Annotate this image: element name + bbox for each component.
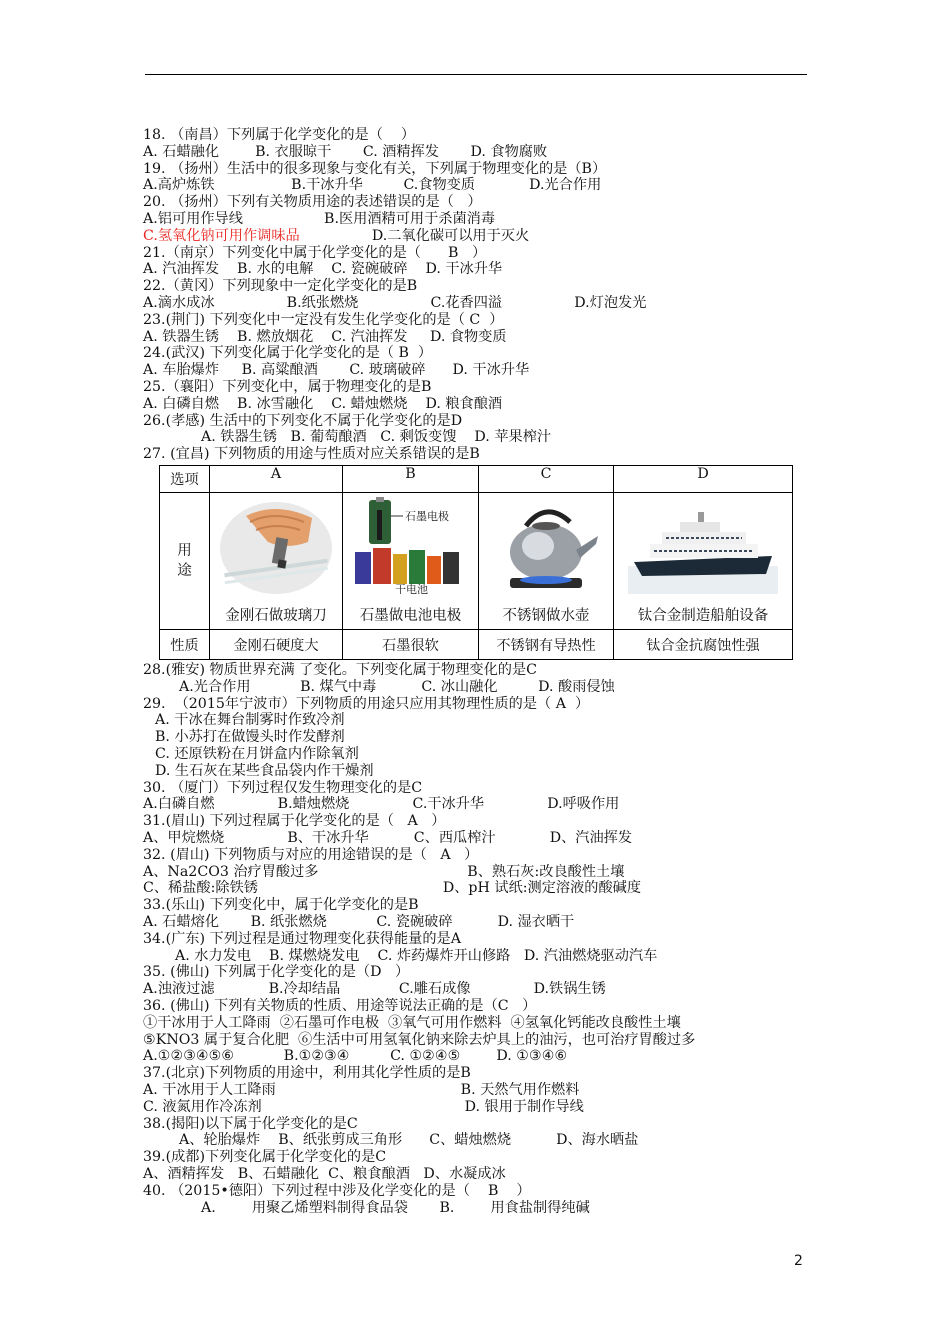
q25-options: A. 白磷自燃 B. 冰雪融化 C. 蜡烛燃烧 D. 粮食酿酒 xyxy=(143,395,503,412)
stainless-kettle-image xyxy=(486,496,606,594)
q20-option-c-highlight: C.氢氧化钠可用作调味品 xyxy=(143,227,300,244)
q37-stem: 37.(北京)下列物质的用途中，利用其化学性质的是B xyxy=(143,1065,471,1082)
q29-option-b: B. 小苏打在做馒头时作发酵剂 xyxy=(155,729,345,746)
dry-battery-label: 干电池 xyxy=(394,583,428,594)
property-a: 金刚石硬度大 xyxy=(210,630,343,660)
q23-stem: 23.(荆门) 下列变化中一定没有发生化学变化的是（ C ） xyxy=(143,311,504,328)
q36-options: A.①②③④⑤⑥ B.①②③④ C. ①②④⑤ D. ①③④⑥ xyxy=(143,1048,568,1065)
q28-options: A.光合作用 B. 煤气中毒 C. 冰山融化 D. 酸雨侵蚀 xyxy=(179,678,615,695)
use-b: 石墨做电池电极 xyxy=(359,608,462,624)
q19-options: A.高炉炼铁 B.干冰升华 C.食物变质 D.光合作用 xyxy=(143,177,602,194)
use-a: 金刚石做玻璃刀 xyxy=(225,608,327,624)
q38-stem: 38.(揭阳)以下属于化学变化的是C xyxy=(143,1115,358,1132)
header-c: C xyxy=(479,466,614,493)
use-c: 不锈钢做水壶 xyxy=(502,608,590,624)
property-label: 性质 xyxy=(160,630,210,660)
q33-options: A. 石蜡熔化 B. 纸张燃烧 C. 瓷碗破碎 D. 湿衣晒干 xyxy=(143,913,575,930)
property-c: 不锈钢有导热性 xyxy=(479,630,614,660)
table-use-row xyxy=(160,493,793,630)
q35-options: A.浊液过滤 B.冷却结晶 C.雕石成像 D.铁锅生锈 xyxy=(143,981,606,998)
q29-stem: 29. （2015年宁波市）下列物质的用途只应用其物理性质的是（ A ） xyxy=(143,695,590,712)
question-list xyxy=(143,127,823,463)
header-rule xyxy=(145,74,807,75)
q39-options: A、酒精挥发 B、石蜡融化 C、粮食酿酒 D、水凝成冰 xyxy=(143,1165,506,1182)
q20-stem: 20. （扬州）下列有关物质用途的表述错误的是（ ） xyxy=(143,194,482,211)
q27-table xyxy=(159,465,793,660)
q20-option-d: D.二氧化碳可以用于灭火 xyxy=(371,227,530,244)
use-d: 钛合金制造船舶设备 xyxy=(637,608,769,624)
q31-stem: 31.(眉山) 下列过程属于化学变化的是（ A ） xyxy=(143,813,446,830)
q35-stem: 35. (佛山) 下列属于化学变化的是（D ） xyxy=(143,964,410,981)
q27-stem: 27. (宜昌) 下列物质的用途与性质对应关系错误的是B xyxy=(143,446,480,463)
header-d: D xyxy=(614,466,793,493)
property-b: 石墨很软 xyxy=(343,630,479,660)
q28-stem: 28.(雅安) 物质世界充满 了变化。下列变化属于物理变化的是C xyxy=(143,662,538,678)
q21-options: A. 汽油挥发 B. 水的电解 C. 瓷碗破碎 D. 干冰升华 xyxy=(143,261,503,278)
q38-options: A、轮胎爆炸 B、纸张剪成三角形 C、蜡烛燃烧 D、海水晒盐 xyxy=(179,1132,639,1149)
q20-options-ab: A.铝可用作导线 B.医用酒精可用于杀菌消毒 xyxy=(143,210,496,227)
q36-statements-1: ①干冰用于人工降雨 ②石墨可作电极 ③氧气可用作燃料 ④氢氧化钙能改良酸性土壤 xyxy=(143,1014,681,1031)
q32-options-cd: C、稀盐酸:除铁锈 D、pH 试纸:测定溶液的酸碱度 xyxy=(143,880,642,897)
header-b: B xyxy=(343,466,479,493)
q31-options: A、甲烷燃烧 B、干冰升华 C、西瓜榨汁 D、汽油挥发 xyxy=(143,829,633,846)
property-d: 钛合金抗腐蚀性强 xyxy=(614,630,793,660)
q36-stem: 36. (佛山) 下列有关物质的性质、用途等说法正确的是（C ） xyxy=(143,997,537,1014)
page-number: 2 xyxy=(794,1253,803,1269)
q33-stem: 33.(乐山) 下列变化中，属于化学变化的是B xyxy=(143,897,419,914)
graphite-battery-image xyxy=(351,496,471,594)
q40-options: A. 用聚乙烯塑料制得食品袋 B. 用食盐制得纯碱 xyxy=(201,1199,590,1216)
use-label: 用 途 xyxy=(177,543,192,579)
q37-options-ab: A. 干冰用于人工降雨 B. 天然气用作燃料 xyxy=(143,1081,580,1098)
q29-option-d: D. 生石灰在某些食品袋内作干燥剂 xyxy=(155,762,374,779)
q34-options: A. 水力发电 B. 煤燃烧发电 C. 炸药爆炸开山修路 D. 汽油燃烧驱动汽车 xyxy=(175,947,658,964)
q39-stem: 39.(成都)下列变化属于化学变化的是C xyxy=(143,1149,387,1166)
q22-options: A.滴水成冰 B.纸张燃烧 C.花香四溢 D.灯泡发光 xyxy=(143,294,647,311)
q20-options-cd xyxy=(143,228,823,245)
titanium-ship-image xyxy=(628,496,778,594)
q18-options: A. 石蜡融化 B. 衣服晾干 C. 酒精挥发 D. 食物腐败 xyxy=(143,143,548,160)
q25-stem: 25.（襄阳）下列变化中，属于物理变化的是B xyxy=(143,378,432,395)
q21-stem: 21.（南京）下列变化中属于化学变化的是（ B ） xyxy=(143,244,487,261)
q36-statements-2: ⑤KNO3 属于复合化肥 ⑥生活中可用氢氧化钠来除去炉具上的油污，也可治疗胃酸过多 xyxy=(143,1031,696,1048)
q24-options: A. 车胎爆炸 B. 高粱酿酒 C. 玻璃破碎 D. 干冰升华 xyxy=(143,362,530,379)
diamond-glass-cutter-image xyxy=(216,496,336,594)
q34-stem: 34.(广东) 下列过程是通过物理变化获得能量的是A xyxy=(143,930,461,947)
question-list-continued xyxy=(143,662,823,1216)
graphite-electrode-label: 石墨电极 xyxy=(404,510,449,523)
table-property-row xyxy=(160,630,793,660)
q29-option-c: C. 还原铁粉在月饼盒内作除氧剂 xyxy=(155,745,359,762)
header-a: A xyxy=(210,466,343,493)
header-option-label: 选项 xyxy=(160,466,210,493)
q22-stem: 22.（黄冈）下列现象中一定化学变化的是B xyxy=(143,278,418,295)
table-header-row xyxy=(160,466,793,493)
q37-options-cd: C. 液氮用作冷冻剂 D. 银用于制作导线 xyxy=(143,1098,584,1115)
q26-stem: 26.(孝感) 生活中的下列变化不属于化学变化的是D xyxy=(143,412,463,429)
q18-stem: 18. （南昌）下列属于化学变化的是（ ） xyxy=(143,127,416,143)
q24-stem: 24.(武汉) 下列变化属于化学变化的是（ B ） xyxy=(143,345,433,362)
q23-options: A. 铁器生锈 B. 燃放烟花 C. 汽油挥发 D. 食物变质 xyxy=(143,328,507,345)
q32-options-ab: A、Na2CO3 治疗胃酸过多 B、熟石灰:改良酸性土壤 xyxy=(143,863,625,880)
q30-stem: 30. （厦门）下列过程仅发生物理变化的是C xyxy=(143,779,423,796)
q40-stem: 40. （2015•德阳）下列过程中涉及化学变化的是（ B ） xyxy=(143,1182,531,1199)
q32-stem: 32. (眉山) 下列物质与对应的用途错误的是（ A ） xyxy=(143,846,479,863)
q19-stem: 19. （扬州）生活中的很多现象与变化有关，下列属于物理变化的是（B） xyxy=(143,160,607,177)
q29-option-a: A. 干冰在舞台制雾时作致冷剂 xyxy=(155,712,345,729)
q30-options: A.白磷自燃 B.蜡烛燃烧 C.干冰升华 D.呼吸作用 xyxy=(143,796,620,813)
q26-options: A. 铁器生锈 B. 葡萄酿酒 C. 剩饭变馊 D. 苹果榨汁 xyxy=(201,429,552,446)
